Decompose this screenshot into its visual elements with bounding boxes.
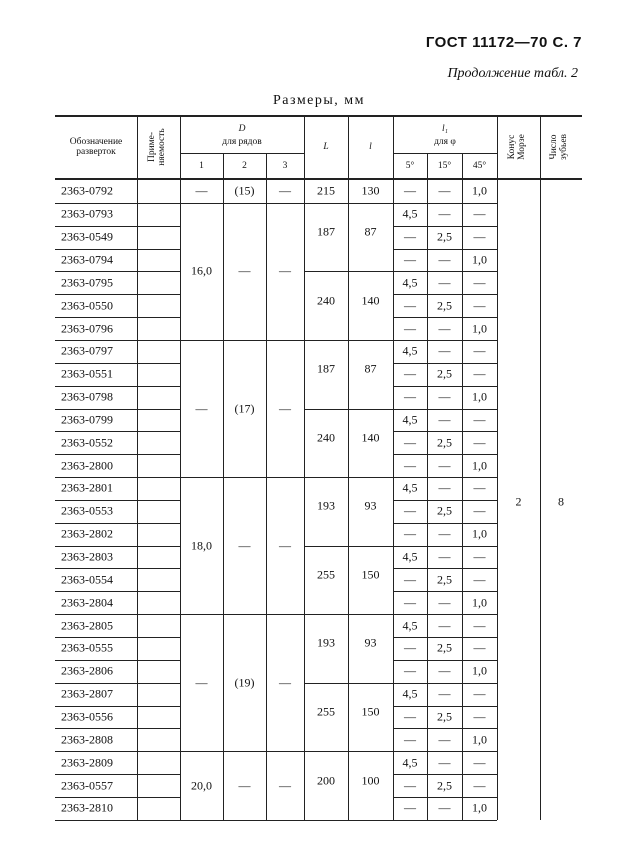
- l1-cell-5: —: [404, 321, 416, 336]
- row-rule: [393, 568, 497, 569]
- row-rule: [137, 386, 180, 387]
- header-teeth: Число зубьев: [549, 133, 569, 160]
- l1-cell-45: —: [473, 778, 486, 793]
- l1-cell-5: —: [404, 595, 416, 610]
- column-rule: [393, 115, 394, 820]
- designation-cell: 2363-2808: [61, 732, 113, 747]
- group-rule: [180, 477, 304, 478]
- row-rule: [137, 797, 180, 798]
- designation-cell: 2363-0557: [61, 778, 113, 793]
- row-rule: [393, 797, 497, 798]
- l1-cell-5: —: [404, 298, 416, 313]
- row-rule: [393, 340, 497, 341]
- column-rule: [304, 115, 305, 820]
- row-rule: [137, 340, 180, 341]
- l1-cell-5: —: [404, 572, 416, 587]
- l1-cell-15: 2,5: [437, 298, 452, 313]
- l1-cell-5: —: [404, 389, 416, 404]
- l1-cell-15: —: [438, 732, 451, 747]
- row-rule: [393, 637, 497, 638]
- l1-cell-15: —: [438, 549, 451, 564]
- L-cell: 240: [317, 293, 335, 308]
- column-rule: [223, 153, 224, 820]
- teeth-cell: 8: [558, 494, 564, 509]
- d1-cell: 18,0: [191, 538, 212, 553]
- l1-cell-15: 2,5: [437, 366, 452, 381]
- group-rule: [180, 751, 304, 752]
- l-cell: 87: [364, 224, 377, 239]
- row-rule: [137, 568, 180, 569]
- row-rule: [137, 820, 180, 821]
- header-l1: l₁: [442, 124, 448, 134]
- l1-cell-15: 2,5: [437, 572, 452, 587]
- group-rule: [304, 340, 393, 341]
- header-d: D: [238, 124, 246, 134]
- designation-cell: 2363-0549: [61, 229, 113, 244]
- l1-cell-45: 1,0: [472, 663, 487, 678]
- l1-cell-5: —: [404, 435, 416, 450]
- row-rule: [137, 226, 180, 227]
- l1-cell-15: —: [438, 343, 451, 358]
- l-cell: 93: [364, 498, 377, 513]
- designation-cell: 2363-0799: [61, 412, 113, 427]
- column-rule: [462, 153, 463, 820]
- row-rule: [137, 203, 180, 204]
- column-rule: [348, 115, 349, 820]
- row-rule: [137, 728, 180, 729]
- row-rule: [393, 271, 497, 272]
- row-rule: [137, 683, 180, 684]
- l1-cell-45: 1,0: [472, 183, 487, 198]
- table-caption: Размеры, мм: [272, 93, 366, 108]
- group-rule: [304, 271, 393, 272]
- l1-cell-5: —: [404, 778, 416, 793]
- group-rule: [304, 820, 393, 821]
- group-rule: [304, 203, 393, 204]
- l1-cell-45: —: [473, 709, 486, 724]
- header-l: l: [369, 141, 372, 152]
- row-rule: [393, 591, 497, 592]
- header-applicability: Приме- няемость: [146, 127, 167, 166]
- d1-cell: 16,0: [191, 263, 212, 278]
- l1-cell-15: 2,5: [437, 640, 452, 655]
- designation-cell: 2363-0553: [61, 503, 113, 518]
- row-rule: [55, 203, 137, 204]
- row-rule: [137, 363, 180, 364]
- column-rule: [427, 153, 428, 820]
- row-rule: [55, 751, 137, 752]
- l-cell: 130: [361, 183, 380, 198]
- l-cell: 140: [361, 293, 380, 308]
- group-rule: [180, 614, 304, 615]
- page-header: ГОСТ 11172—70 С. 7: [425, 34, 582, 51]
- d2-cell: (19): [234, 675, 255, 690]
- l1-cell-15: 2,5: [437, 709, 452, 724]
- row-rule: [55, 706, 137, 707]
- l1-cell-5: —: [404, 229, 416, 244]
- designation-cell: 2363-2801: [61, 480, 113, 495]
- l1-cell-45: 1,0: [472, 526, 487, 541]
- designation-cell: 2363-2804: [61, 595, 113, 610]
- header-d-row-1: 1: [199, 160, 204, 171]
- row-rule: [137, 751, 180, 752]
- row-rule: [393, 751, 497, 752]
- l1-cell-45: —: [473, 275, 486, 290]
- l1-cell-5: —: [404, 663, 416, 678]
- row-rule: [137, 454, 180, 455]
- l1-cell-45: —: [473, 480, 486, 495]
- designation-cell: 2363-2809: [61, 755, 113, 770]
- l1-cell-5: 4,5: [402, 618, 418, 633]
- d1-cell: 20,0: [191, 778, 212, 793]
- row-rule: [137, 546, 180, 547]
- d3-cell: —: [279, 263, 291, 278]
- d3-cell: —: [279, 538, 291, 553]
- row-rule: [137, 294, 180, 295]
- l1-cell-15: —: [438, 252, 451, 267]
- L-cell: 215: [317, 183, 335, 198]
- group-rule: [304, 683, 393, 684]
- group-rule: [304, 751, 393, 752]
- l1-cell-15: 2,5: [437, 435, 452, 450]
- L-cell: 240: [317, 430, 335, 445]
- d2-cell: —: [238, 538, 251, 553]
- l1-cell-15: 2,5: [437, 503, 452, 518]
- header-designation: Обозначение разверток: [69, 136, 123, 157]
- designation-cell: 2363-0552: [61, 435, 113, 450]
- row-rule: [137, 477, 180, 478]
- row-rule: [55, 546, 137, 547]
- l1-cell-5: 4,5: [402, 412, 418, 427]
- l1-cell-15: —: [438, 183, 451, 198]
- group-rule: [180, 203, 304, 204]
- row-rule: [55, 774, 137, 775]
- l-cell: 150: [361, 567, 380, 582]
- d2-cell: —: [238, 263, 251, 278]
- L-cell: 193: [317, 635, 335, 650]
- row-rule: [55, 340, 137, 341]
- l1-cell-45: —: [473, 618, 486, 633]
- row-rule: [393, 226, 497, 227]
- l1-cell-15: —: [438, 458, 451, 473]
- l1-cell-5: —: [404, 503, 416, 518]
- row-rule: [55, 683, 137, 684]
- l1-cell-15: —: [438, 663, 451, 678]
- row-rule: [137, 706, 180, 707]
- designation-cell: 2363-0554: [61, 572, 113, 587]
- row-rule: [393, 728, 497, 729]
- continuation-label: Продолжение табл. 2: [447, 66, 578, 81]
- designation-cell: 2363-0556: [61, 709, 113, 724]
- group-rule: [304, 409, 393, 410]
- row-rule: [137, 500, 180, 501]
- row-rule: [55, 477, 137, 478]
- d3-cell: —: [279, 778, 291, 793]
- L-cell: 255: [317, 704, 335, 719]
- row-rule: [55, 363, 137, 364]
- row-rule: [393, 409, 497, 410]
- l1-cell-5: —: [404, 732, 416, 747]
- d2-cell: —: [238, 778, 251, 793]
- l1-cell-45: 1,0: [472, 595, 487, 610]
- l1-cell-45: —: [473, 686, 486, 701]
- group-rule: [304, 477, 393, 478]
- header-d-row-3: 3: [282, 160, 288, 171]
- d3-cell: —: [279, 675, 291, 690]
- row-rule: [137, 660, 180, 661]
- l1-cell-5: —: [404, 640, 416, 655]
- designation-cell: 2363-0793: [61, 206, 113, 221]
- l1-cell-45: —: [473, 435, 486, 450]
- row-rule: [55, 568, 137, 569]
- l1-cell-15: —: [438, 206, 451, 221]
- l1-cell-15: —: [438, 755, 451, 770]
- l1-cell-45: —: [473, 640, 486, 655]
- designation-cell: 2363-2800: [61, 458, 113, 473]
- row-rule: [137, 614, 180, 615]
- header-morse: Конус Морзе: [506, 133, 527, 160]
- designation-cell: 2363-0792: [61, 183, 113, 198]
- row-rule: [55, 317, 137, 318]
- d2-cell: (15): [234, 183, 255, 198]
- row-rule: [393, 203, 497, 204]
- designation-cell: 2363-2807: [61, 686, 113, 701]
- l1-cell-5: —: [404, 800, 416, 815]
- row-rule: [393, 249, 497, 250]
- l1-cell-5: —: [404, 252, 416, 267]
- header-l1-sub: для φ: [434, 137, 456, 147]
- l1-cell-5: —: [404, 709, 416, 724]
- row-rule: [393, 614, 497, 615]
- L-cell: 193: [317, 498, 335, 513]
- row-rule: [55, 226, 137, 227]
- l1-cell-15: —: [438, 686, 451, 701]
- designation-cell: 2363-0551: [61, 366, 113, 381]
- column-rule: [266, 153, 267, 820]
- column-rule: [540, 115, 541, 820]
- l1-cell-45: 1,0: [472, 389, 487, 404]
- row-rule: [393, 546, 497, 547]
- row-rule: [137, 523, 180, 524]
- row-rule: [137, 591, 180, 592]
- l1-cell-45: 1,0: [472, 732, 487, 747]
- row-rule: [55, 294, 137, 295]
- row-rule: [393, 500, 497, 501]
- l1-cell-5: —: [404, 366, 416, 381]
- l1-cell-45: 1,0: [472, 800, 487, 815]
- header-angle-3: 45°: [472, 160, 487, 171]
- d3-cell: —: [279, 401, 291, 415]
- l1-cell-45: —: [473, 298, 486, 313]
- l-cell: 140: [361, 430, 380, 445]
- row-rule: [137, 431, 180, 432]
- l1-cell-15: —: [438, 412, 451, 427]
- l1-cell-45: —: [473, 206, 486, 221]
- l1-cell-15: —: [438, 275, 451, 290]
- group-rule: [304, 614, 393, 615]
- column-rule: [180, 115, 181, 820]
- designation-cell: 2363-0797: [61, 343, 113, 358]
- l1-cell-15: 2,5: [437, 229, 452, 244]
- l1-cell-45: —: [473, 366, 486, 381]
- L-cell: 187: [317, 361, 335, 376]
- row-rule: [55, 249, 137, 250]
- designation-cell: 2363-0796: [61, 321, 113, 336]
- morse-cell: 2: [515, 494, 522, 509]
- l1-cell-15: —: [438, 618, 451, 633]
- group-rule: [180, 340, 304, 341]
- header-sub-rule: [180, 153, 304, 154]
- row-rule: [55, 386, 137, 387]
- row-rule: [393, 660, 497, 661]
- designation-cell: 2363-0555: [61, 640, 113, 655]
- row-rule: [393, 317, 497, 318]
- row-rule: [55, 500, 137, 501]
- row-rule: [55, 637, 137, 638]
- row-rule: [393, 454, 497, 455]
- l1-cell-5: —: [404, 458, 416, 473]
- l1-cell-5: —: [404, 526, 416, 541]
- header-angle-2: 15°: [437, 160, 452, 171]
- L-cell: 255: [317, 567, 335, 582]
- row-rule: [393, 523, 497, 524]
- l1-cell-15: —: [438, 595, 451, 610]
- l1-cell-45: —: [473, 503, 486, 518]
- l1-cell-45: 1,0: [472, 321, 487, 336]
- header-angle-1: 5°: [405, 160, 415, 171]
- designation-cell: 2363-0794: [61, 252, 113, 267]
- group-rule: [180, 820, 304, 821]
- l1-cell-5: 4,5: [402, 275, 418, 290]
- row-rule: [55, 820, 137, 821]
- designation-cell: 2363-2806: [61, 663, 113, 678]
- l1-cell-5: 4,5: [402, 343, 418, 358]
- L-cell: 187: [317, 224, 335, 239]
- l-cell: 150: [361, 704, 380, 719]
- row-rule: [393, 363, 497, 364]
- d1-cell: —: [195, 401, 208, 415]
- row-rule: [55, 523, 137, 524]
- row-rule: [393, 477, 497, 478]
- l1-cell-5: 4,5: [402, 686, 418, 701]
- group-rule: [304, 546, 393, 547]
- row-rule: [55, 591, 137, 592]
- row-rule: [393, 431, 497, 432]
- d2-cell: (17): [234, 401, 255, 415]
- row-rule: [137, 409, 180, 410]
- row-rule: [137, 249, 180, 250]
- designation-cell: 2363-0798: [61, 389, 113, 404]
- row-rule: [55, 431, 137, 432]
- l1-cell-5: 4,5: [402, 480, 418, 495]
- column-rule: [137, 115, 138, 820]
- l1-cell-45: —: [473, 549, 486, 564]
- l1-cell-5: —: [404, 183, 416, 198]
- designation-cell: 2363-0550: [61, 298, 113, 313]
- row-rule: [393, 820, 497, 821]
- l1-cell-45: 1,0: [472, 458, 487, 473]
- row-rule: [393, 683, 497, 684]
- l-cell: 87: [364, 361, 377, 376]
- designation-cell: 2363-2810: [61, 800, 113, 815]
- row-rule: [137, 637, 180, 638]
- l1-cell-15: —: [438, 480, 451, 495]
- d1-cell: —: [195, 675, 208, 690]
- l1-cell-15: —: [438, 321, 451, 336]
- header-bottom-rule: [55, 178, 582, 180]
- l1-cell-5: 4,5: [402, 206, 418, 221]
- l1-cell-15: —: [438, 389, 451, 404]
- L-cell: 200: [317, 773, 335, 788]
- row-rule: [393, 294, 497, 295]
- row-rule: [55, 614, 137, 615]
- l1-cell-45: —: [473, 229, 486, 244]
- row-rule: [137, 317, 180, 318]
- row-rule: [55, 660, 137, 661]
- row-rule: [55, 409, 137, 410]
- l1-cell-45: —: [473, 755, 486, 770]
- l1-cell-5: 4,5: [402, 755, 418, 770]
- row-rule: [55, 728, 137, 729]
- row-rule: [393, 774, 497, 775]
- row-rule: [393, 386, 497, 387]
- row-rule: [137, 271, 180, 272]
- l1-cell-45: —: [473, 343, 486, 358]
- l1-cell-5: 4,5: [402, 549, 418, 564]
- row-rule: [55, 454, 137, 455]
- header-d-row-2: 2: [242, 160, 247, 171]
- header-L: L: [323, 141, 329, 152]
- d1-cell: —: [195, 183, 208, 198]
- header-d-sub: для рядов: [222, 137, 262, 147]
- l-cell: 100: [361, 773, 380, 788]
- designation-cell: 2363-2803: [61, 549, 113, 564]
- designation-cell: 2363-2802: [61, 526, 113, 541]
- l1-cell-15: 2,5: [437, 778, 452, 793]
- row-rule: [137, 774, 180, 775]
- column-rule: [497, 115, 498, 820]
- l1-cell-15: —: [438, 526, 451, 541]
- l1-cell-15: —: [438, 800, 451, 815]
- header-sub-rule: [393, 153, 497, 154]
- designation-cell: 2363-0795: [61, 275, 113, 290]
- header-top-rule: [55, 115, 582, 117]
- row-rule: [393, 706, 497, 707]
- row-rule: [55, 797, 137, 798]
- l-cell: 93: [364, 635, 377, 650]
- designation-cell: 2363-2805: [61, 618, 113, 633]
- d3-cell: —: [279, 183, 291, 198]
- l1-cell-45: —: [473, 412, 486, 427]
- l1-cell-45: 1,0: [472, 252, 487, 267]
- row-rule: [55, 271, 137, 272]
- l1-cell-45: —: [473, 572, 486, 587]
